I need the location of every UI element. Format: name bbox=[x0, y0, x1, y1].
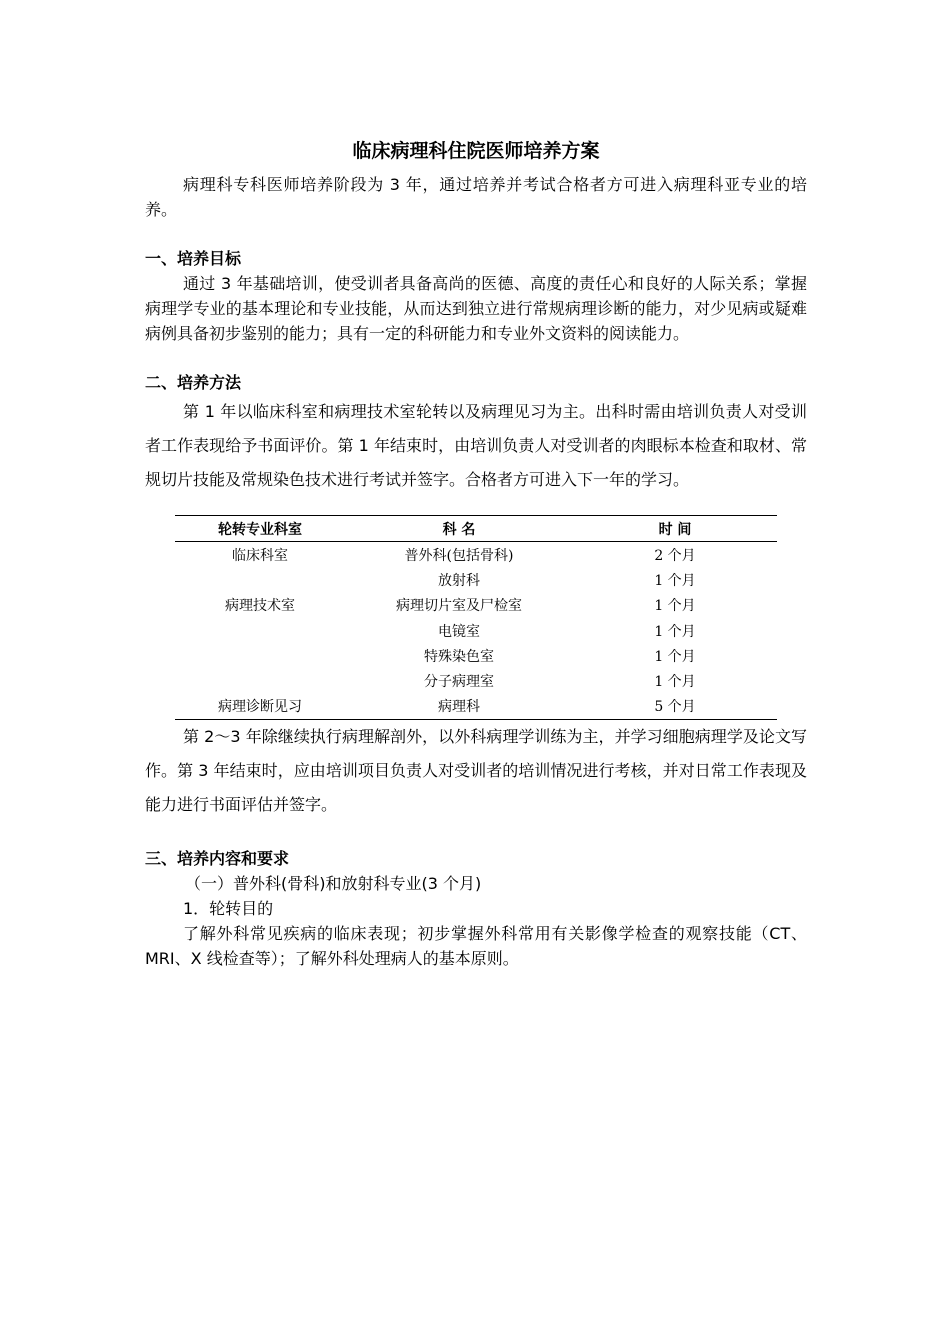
rotation-purpose-paragraph: 了解外科常见疾病的临床表现；初步掌握外科常用有关影像学检查的观察技能（CT、MRI、X 线检查等）；了解外科处理病人的基本原则。 bbox=[145, 924, 807, 969]
goals-paragraph: 通过 3 年基础培训，使受训者具备高尚的医德、高度的责任心和良好的人际关系；掌握病理学专业的基本理论和专业技能，从而达到独立进行常规病理诊断的能力，对少见病或疑难病例具备初步鉴别的能力；具有一定的科研能力和专业外文资料的阅读能力。 bbox=[145, 274, 807, 343]
table-cell-duration: 1 个月 bbox=[654, 674, 696, 691]
table-cell-department: 病理技术室 bbox=[225, 598, 295, 615]
table-cell-section: 电镜室 bbox=[438, 623, 480, 640]
table-cell-section: 病理科 bbox=[345, 694, 573, 720]
table-row bbox=[175, 567, 777, 592]
table-row bbox=[175, 593, 777, 618]
table-cell-department: 临床科室 bbox=[232, 547, 288, 564]
table-cell-section: 普外科(包括骨科) bbox=[404, 547, 514, 564]
table-cell-section: 特殊染色室 bbox=[424, 648, 494, 665]
table-cell-department bbox=[175, 668, 345, 693]
subsection-heading-rotation-purpose: 1．轮转目的 bbox=[183, 899, 274, 919]
table-cell-duration: 1 个月 bbox=[654, 572, 696, 589]
section-heading-methods: 二、培养方法 bbox=[145, 373, 242, 392]
document-title: 临床病理科住院医师培养方案 bbox=[352, 140, 600, 162]
table-cell-duration: 5 个月 bbox=[573, 694, 777, 720]
table-row bbox=[175, 618, 777, 643]
table-cell-department bbox=[175, 567, 345, 592]
methods-paragraph-1: 第 1 年以临床科室和病理技术室轮转以及病理见习为主。出科时需由培训负责人对受训者工作表现给予书面评价。第 1 年结束时，由培训负责人对受训者的肉眼标本检查和取材、常规切片技能及常规染色技术进行考试并签字。合格者方可进入下一年的学习。 bbox=[145, 402, 807, 489]
document-content bbox=[145, 136, 807, 971]
section-heading-goals: 一、培养目标 bbox=[145, 249, 242, 268]
table-header-department: 轮转专业科室 bbox=[175, 516, 345, 542]
table-cell-duration: 2 个月 bbox=[654, 547, 696, 564]
table-cell-department bbox=[175, 643, 345, 668]
table-header-duration: 时 间 bbox=[573, 516, 777, 542]
methods-paragraph-2: 第 2～3 年除继续执行病理解剖外，以外科病理学训练为主，并学习细胞病理学及论文写作。第 3 年结束时，应由培训项目负责人对受训者的培训情况进行考核，并对日常工作表现及能力进行书面评估并签字。 bbox=[145, 727, 807, 815]
table-row bbox=[175, 542, 777, 568]
table-cell-duration: 1 个月 bbox=[654, 623, 696, 640]
table-row bbox=[175, 643, 777, 668]
table-cell-department: 病理诊断见习 bbox=[175, 694, 345, 720]
table-header-row bbox=[175, 516, 777, 542]
table-row bbox=[175, 668, 777, 693]
rotation-table bbox=[175, 515, 777, 720]
table-cell-section: 病理切片室及尸检室 bbox=[396, 598, 522, 615]
table-row bbox=[175, 694, 777, 720]
table-cell-section: 分子病理室 bbox=[424, 674, 494, 691]
table-cell-duration: 1 个月 bbox=[654, 598, 696, 615]
subsection-heading-surgery-radiology: （一）普外科(骨科)和放射科专业(3 个月) bbox=[185, 874, 482, 894]
table-cell-duration: 1 个月 bbox=[654, 648, 696, 665]
table-cell-section: 放射科 bbox=[438, 572, 480, 589]
table-header-section: 科 名 bbox=[345, 516, 573, 542]
intro-paragraph: 病理科专科医师培养阶段为 3 年，通过培养并考试合格者方可进入病理科亚专业的培养。 bbox=[145, 175, 807, 219]
section-heading-content: 三、培养内容和要求 bbox=[145, 849, 290, 869]
table-cell-department bbox=[175, 618, 345, 643]
